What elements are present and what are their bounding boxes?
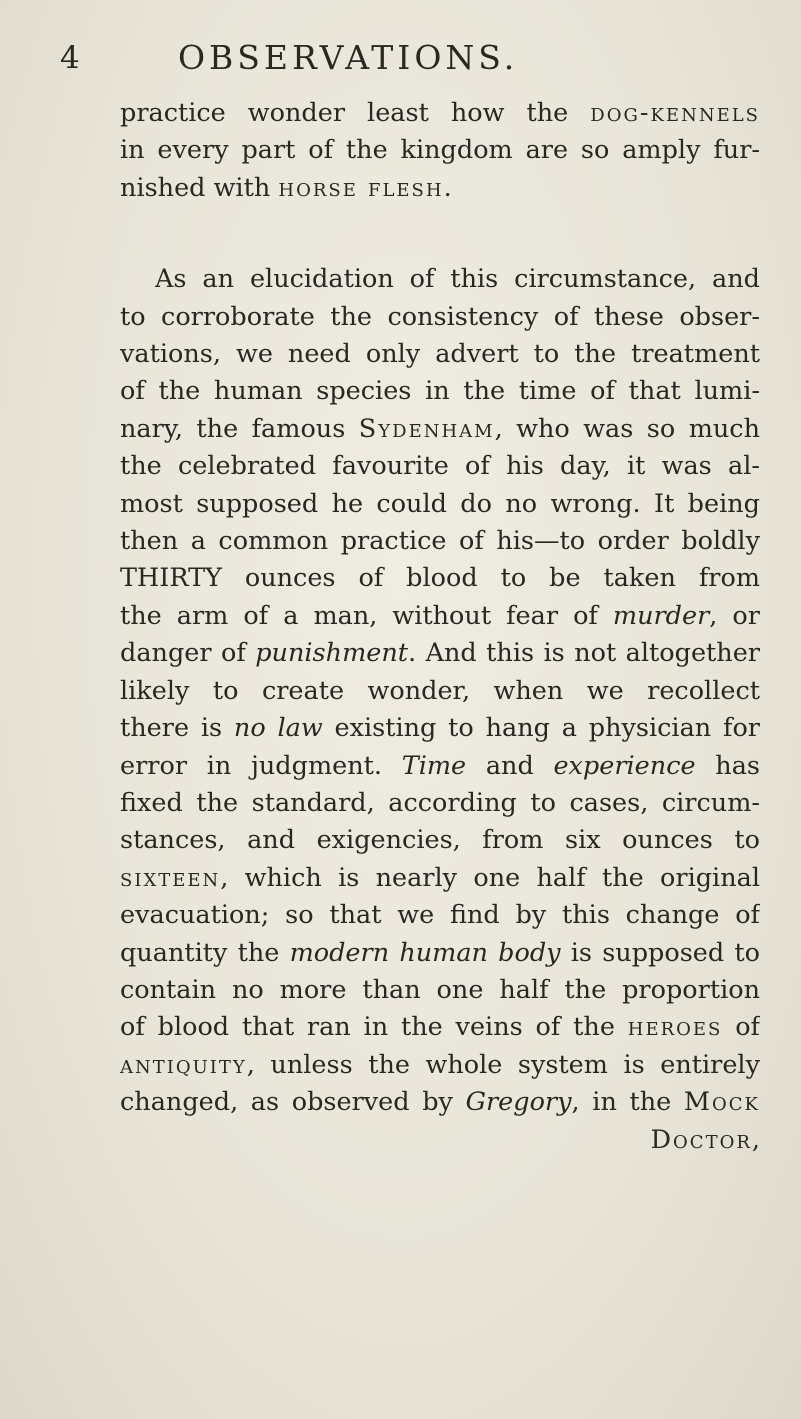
page-number: 4 [60,40,81,76]
small-caps-text: Doctor [650,1124,752,1155]
text-line [120,132,760,169]
paragraph-gap [120,207,760,261]
text-segment: fixed the standard, according to cases, circum- [120,787,760,818]
text-segment: error in judgment. [120,750,402,781]
text-segment: nished with [120,172,279,203]
text-segment: the arm of a man, without fear of [120,600,613,631]
text-segment: THIRTY ounces of blood to be taken from [120,563,760,594]
text-segment: As an elucidation of this circumstance, and [155,264,760,295]
text-segment: in every part of the kingdom are so amply fur- [120,135,760,166]
italic-text: punishment [255,638,409,669]
text-segment: , [751,1124,760,1155]
body-text [120,95,760,1159]
text-segment: most supposed he could do no wrong. It being [120,488,760,519]
text-segment: practice wonder least how the [120,98,591,128]
text-line [120,897,760,934]
text-segment: , who was so much [494,413,760,444]
text-line [120,1047,760,1084]
text-segment: . And this is not altogether [408,638,760,669]
text-segment: vations, we need only advert to the treatment [120,339,760,370]
text-line [120,748,760,785]
text-segment: evacuation; so that we find by this change of [120,900,760,931]
italic-text: no law [233,713,323,744]
text-segment: of the human species in the time of that lumi- [120,376,760,407]
running-head: OBSERVATIONS. [178,38,519,77]
small-caps-text: Mock [683,1087,760,1118]
text-line [120,336,760,373]
text-segment: of blood that ran in the veins of the [120,1012,628,1043]
small-caps-text: heroes [627,1012,723,1043]
italic-text: murder [612,600,710,631]
italic-text: Time [401,750,467,781]
text-line [120,1122,760,1159]
text-line [120,486,760,523]
text-segment: , or [709,600,760,631]
text-segment: quantity the [120,937,290,968]
text-segment: then a common practice of his—to order boldly [120,526,760,557]
text-segment: , in the [571,1087,684,1118]
text-segment: , unless the whole system is entirely [246,1049,760,1080]
text-line [120,935,760,972]
text-line [120,523,760,560]
text-line [120,710,760,747]
text-line [120,1009,760,1046]
small-caps-text: horse flesh. [278,172,454,203]
text-segment: and [466,750,554,781]
text-segment: is supposed to [560,937,760,968]
text-line [120,170,760,207]
text-line [120,635,760,672]
italic-text: experience [553,750,696,781]
text-segment: nary, the famous [120,413,359,444]
text-line [120,673,760,710]
text-line [120,785,760,822]
text-line [120,860,760,897]
small-caps-text: Sydenham [358,413,495,444]
italic-text: modern human body [289,937,561,968]
text-segment: , which is nearly one half the original [220,862,760,893]
text-line [120,560,760,597]
text-segment: stances, and exigencies, from six ounces to [120,825,760,856]
text-segment: changed, as observed by [120,1087,466,1118]
text-line [120,598,760,635]
text-segment: of [722,1012,760,1043]
small-caps-text: sixteen [120,862,221,893]
text-line [120,373,760,410]
text-segment: there is [120,713,234,744]
small-caps-text: dog-kennels [590,98,760,128]
text-segment: likely to create wonder, when we recollect [120,675,760,706]
text-segment: has [695,750,760,781]
text-segment: the celebrated favourite of his day, it was al- [120,451,760,482]
page-header [60,38,760,90]
text-segment: danger of [120,638,256,669]
text-segment: contain no more than one half the proportion [120,974,760,1005]
italic-text: Gregory [465,1087,572,1118]
text-line [120,95,760,132]
text-line [120,448,760,485]
small-caps-text: antiquity [120,1049,247,1080]
text-line [120,822,760,859]
text-line [120,411,760,448]
text-segment: existing to hang a physician for [322,713,760,744]
text-line [120,1084,760,1121]
text-line [120,261,760,298]
text-line [120,299,760,336]
text-segment: to corroborate the consistency of these obser- [120,301,760,332]
text-line [120,972,760,1009]
